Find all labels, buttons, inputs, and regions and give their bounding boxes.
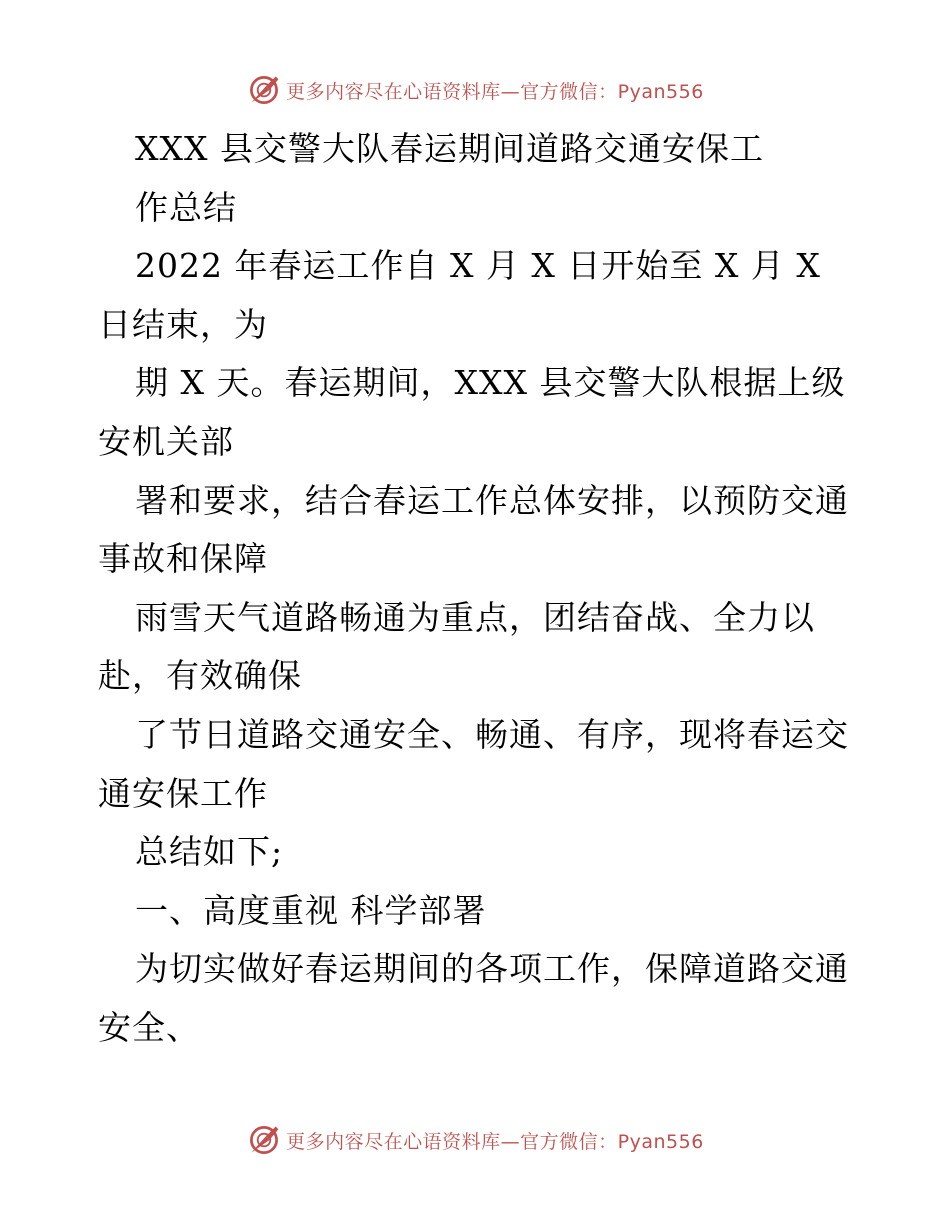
text-line: 期 X 天。春运期间，XXX 县交警大队根据上级 [135, 363, 846, 403]
text-line: 雨雪天气道路畅通为重点，团结奋战、全力以 [135, 597, 815, 637]
text-line: 作总结 [135, 187, 237, 227]
text-line: 事故和保障 [98, 539, 268, 579]
watermark-text: 更多内容尽在心语资料库—官方微信：Pyan556 [286, 80, 704, 103]
text-line: 赴，有效确保 [98, 656, 302, 696]
watermark-footer [0, 1118, 950, 1162]
text-line: 为切实做好春运期间的各项工作，保障道路交通 [135, 949, 849, 989]
pen-logo-icon [246, 1122, 282, 1158]
text-line: 安全、 [98, 1007, 200, 1047]
text-line: 了节日道路交通安全、畅通、有序，现将春运交 [135, 714, 849, 754]
text-line: 署和要求，结合春运工作总体安排，以预防交通 [135, 480, 849, 520]
text-line: 总结如下; [135, 832, 284, 872]
text-line: XXX 县交警大队春运期间道路交通安保工 [135, 129, 764, 168]
text-line: 安机关部 [98, 421, 234, 461]
document-body [98, 120, 858, 1058]
text-line: 一、高度重视 科学部署 [135, 890, 487, 930]
watermark-header [0, 68, 950, 112]
text-line: 日结束，为 [98, 304, 268, 344]
watermark-text: 更多内容尽在心语资料库—官方微信：Pyan556 [286, 1130, 704, 1153]
text-line: 通安保工作 [98, 773, 268, 813]
text-line: 2022 年春运工作自 X 月 X 日开始至 X 月 X [135, 246, 821, 286]
pen-logo-icon [246, 72, 282, 108]
